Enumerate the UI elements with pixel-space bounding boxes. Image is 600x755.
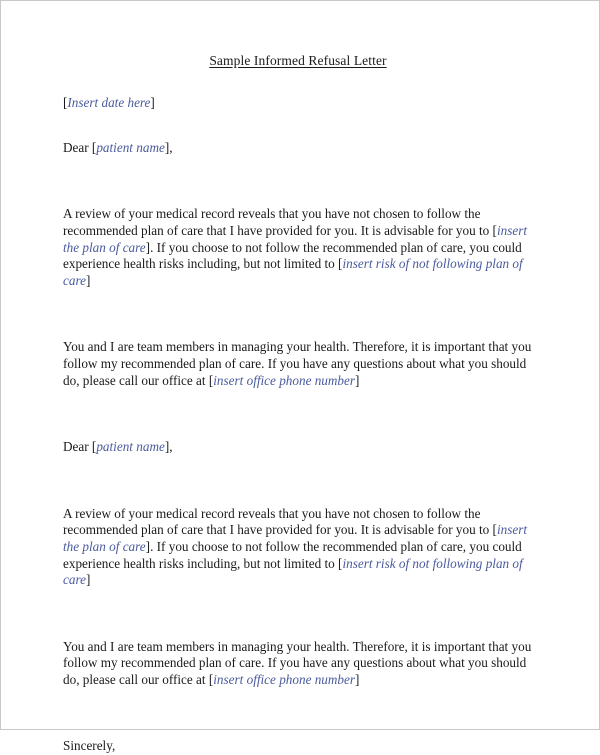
salutation-prefix: Dear (63, 439, 92, 455)
closing-segment-1: You and I are team members in managing your health. Therefore, it is important that you follow my recommended plan of care. If you have any questions about what you should do, please call our office at (63, 638, 532, 687)
date-open-bracket: [ (63, 95, 68, 111)
patient-name-placeholder[interactable]: patient name (96, 139, 165, 155)
salutation-open-bracket: [ (91, 139, 97, 155)
patient-name-placeholder[interactable]: patient name (96, 439, 165, 455)
document-content (63, 1, 533, 755)
body-segment-2: . If you choose to not follow the recommended plan of care, you could experience health risks including, but not limited to (63, 538, 522, 571)
body-segment-1: A review of your medical record reveals that you have not chosen to follow the recommended plan of care that I have provided for you. It is advisable for you to (63, 505, 493, 538)
risk-close-bracket: ] (85, 572, 91, 588)
risk-close-bracket: ] (85, 272, 91, 288)
document-title (63, 53, 533, 69)
body-segment-1: A review of your medical record reveals that you have not chosen to follow the recommended plan of care that I have provided for you. It is advisable for you to (63, 206, 493, 238)
phone-placeholder[interactable]: insert office phone number (213, 372, 356, 388)
risk-placeholder[interactable]: insert risk of not following plan of care (63, 555, 523, 588)
salutation-line-2 (63, 439, 533, 456)
phone-close-bracket: ] (355, 671, 360, 687)
salutation-line-1 (63, 140, 533, 157)
date-placeholder[interactable]: Insert date here (67, 95, 151, 111)
salutation-open-bracket: [ (91, 439, 97, 455)
plan-of-care-placeholder[interactable]: insert the plan of care (63, 222, 527, 255)
body-paragraph-2 (63, 506, 533, 589)
plan-of-care-open-bracket: [ (492, 222, 497, 238)
date-line (63, 95, 533, 112)
risk-placeholder[interactable]: insert risk of not following plan of care (63, 256, 523, 288)
phone-close-bracket: ] (355, 372, 360, 388)
closing-paragraph-1 (63, 339, 533, 389)
closing-paragraph-2 (63, 639, 533, 689)
risk-open-bracket: [ (338, 256, 343, 272)
phone-placeholder[interactable]: insert office phone number (213, 671, 356, 687)
salutation-close-bracket: ] (164, 139, 170, 155)
phone-open-bracket: [ (208, 372, 214, 388)
salutation-suffix: , (169, 139, 173, 155)
plan-of-care-close-bracket: ] (145, 538, 151, 554)
risk-open-bracket: [ (338, 555, 343, 571)
signoff-line: Sincerely, (63, 738, 116, 754)
date-close-bracket: ] (150, 95, 155, 111)
plan-of-care-placeholder[interactable]: insert the plan of care (63, 522, 527, 554)
body-paragraph-1 (63, 206, 533, 289)
plan-of-care-open-bracket: [ (492, 522, 497, 538)
salutation-suffix: , (169, 439, 173, 455)
body-segment-2: . If you choose to not follow the recommended plan of care, you could experience health risks including, but not limited to (63, 239, 522, 272)
plan-of-care-close-bracket: ] (145, 239, 151, 255)
salutation-prefix: Dear (63, 139, 92, 155)
closing-segment-1: You and I are team members in managing your health. Therefore, it is important that you follow my recommended plan of care. If you have any questions about what you should do, please call our office at (63, 339, 532, 388)
salutation-close-bracket: ] (164, 439, 170, 455)
phone-open-bracket: [ (208, 671, 214, 687)
document-title-text: Sample Informed Refusal Letter (209, 53, 387, 68)
